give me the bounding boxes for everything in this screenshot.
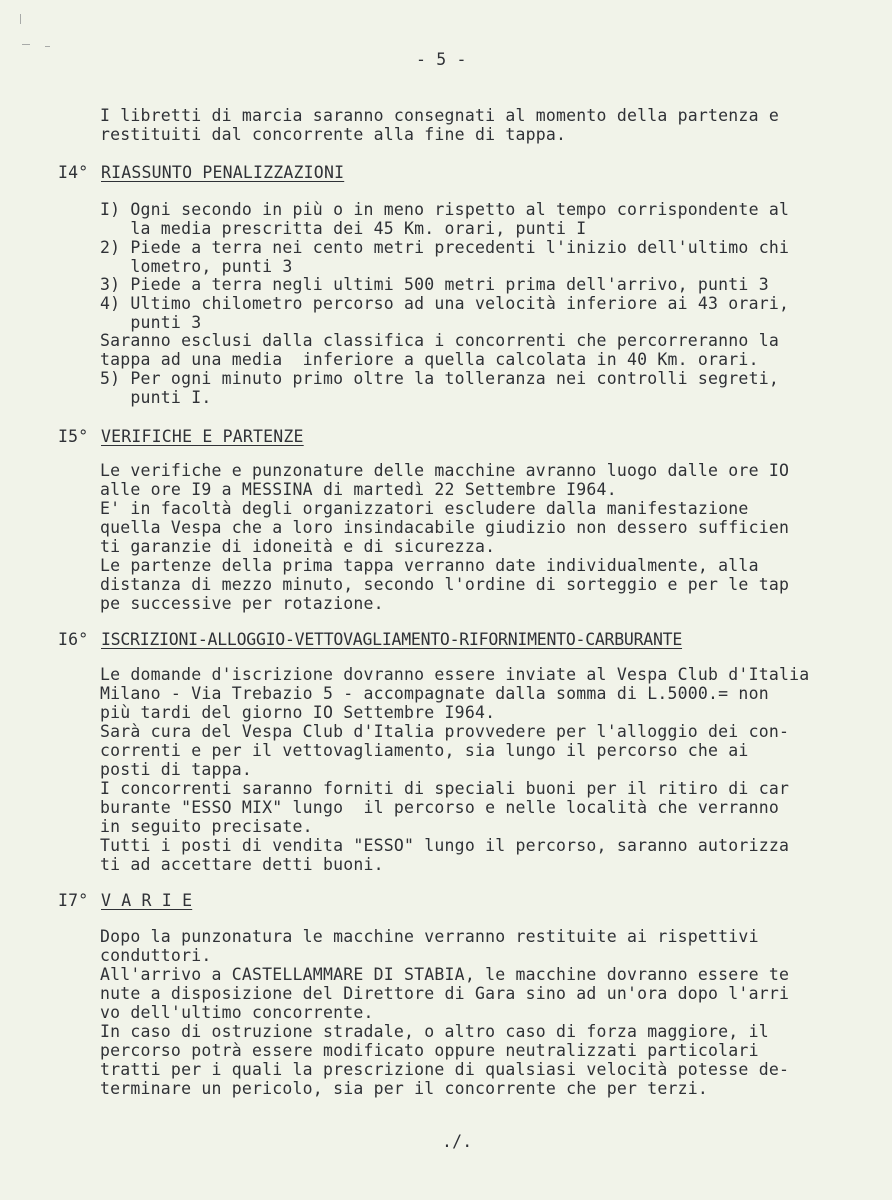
section-number: I5° bbox=[58, 427, 89, 446]
section-line: conduttori. bbox=[100, 946, 212, 965]
section-heading: V A R I E bbox=[101, 891, 193, 910]
section-line: E' in facoltà degli organizzatori escludere dalla manifestazione bbox=[100, 499, 749, 518]
section-heading: VERIFICHE E PARTENZE bbox=[101, 427, 304, 446]
section-line: distanza di mezzo minuto, secondo l'ordine di sorteggio e per le tap bbox=[100, 575, 790, 594]
section-line: Sarà cura del Vespa Club d'Italia provvedere per l'alloggio dei con- bbox=[100, 722, 790, 741]
section-line: percorso potrà essere modificato oppure neutralizzati particolari bbox=[100, 1041, 759, 1060]
section-line: 3) Piede a terra negli ultimi 500 metri prima dell'arrivo, punti 3 bbox=[100, 275, 769, 294]
section-line: Le domande d'iscrizione dovranno essere inviate al Vespa Club d'Italia bbox=[100, 665, 810, 684]
section-line: più tardi del giorno IO Settembre I964. bbox=[100, 703, 496, 722]
section-line: punti I. bbox=[100, 388, 212, 407]
scan-mark bbox=[20, 14, 21, 24]
section-heading: ISCRIZIONI-ALLOGGIO-VETTOVAGLIAMENTO-RIFORNIMENTO-CARBURANTE bbox=[101, 630, 683, 649]
section-line: tratti per i quali la prescrizione di qualsiasi velocità potesse de- bbox=[100, 1060, 790, 1079]
section-line: ti garanzie di idoneità e di sicurezza. bbox=[100, 537, 496, 556]
continuation-mark: ./. bbox=[442, 1132, 473, 1151]
section-line: pe successive per rotazione. bbox=[100, 594, 384, 613]
section-number: I6° bbox=[58, 630, 89, 649]
section-line: ti ad accettare detti buoni. bbox=[100, 855, 384, 874]
intro-line: I libretti di marcia saranno consegnati al momento della partenza e bbox=[100, 106, 779, 125]
section-line: In caso di ostruzione stradale, o altro caso di forza maggiore, il bbox=[100, 1022, 769, 1041]
section-line: terminare un pericolo, sia per il concorrente che per terzi. bbox=[100, 1079, 709, 1098]
section-line: tappa ad una media inferiore a quella calcolata in 40 Km. orari. bbox=[100, 350, 759, 369]
section-line: Le verifiche e punzonature delle macchine avranno luogo dalle ore IO bbox=[100, 461, 790, 480]
section-line: punti 3 bbox=[100, 313, 202, 332]
section-line: 2) Piede a terra nei cento metri precedenti l'inizio dell'ultimo chi bbox=[100, 238, 790, 257]
section-line: alle ore I9 a MESSINA di martedì 22 Settembre I964. bbox=[100, 480, 617, 499]
section-line: Saranno esclusi dalla classifica i concorrenti che percorreranno la bbox=[100, 331, 779, 350]
section-line: vo dell'ultimo concorrente. bbox=[100, 1003, 374, 1022]
section-line: I) Ogni secondo in più o in meno rispetto al tempo corrispondente al bbox=[100, 200, 790, 219]
section-line: Dopo la punzonatura le macchine verranno restituite ai rispettivi bbox=[100, 927, 759, 946]
intro-line: restituiti dal concorrente alla fine di tappa. bbox=[100, 125, 567, 144]
section-line: correnti e per il vettovagliamento, sia lungo il percorso che ai bbox=[100, 741, 749, 760]
section-number: I7° bbox=[58, 891, 89, 910]
section-line: posti di tappa. bbox=[100, 760, 253, 779]
section-line: lometro, punti 3 bbox=[100, 257, 293, 276]
page-number: - 5 - bbox=[416, 50, 467, 69]
scan-mark bbox=[22, 44, 30, 45]
section-line: quella Vespa che a loro insindacabile giudizio non dessero sufficien bbox=[100, 518, 790, 537]
section-line: in seguito precisate. bbox=[100, 817, 313, 836]
section-line: 4) Ultimo chilometro percorso ad una velocità inferiore ai 43 orari, bbox=[100, 294, 790, 313]
section-line: burante "ESSO MIX" lungo il percorso e nelle località che verranno bbox=[100, 798, 779, 817]
section-line: All'arrivo a CASTELLAMMARE DI STABIA, le macchine dovranno essere te bbox=[100, 965, 790, 984]
section-line: 5) Per ogni minuto primo oltre la tolleranza nei controlli segreti, bbox=[100, 369, 779, 388]
section-heading: RIASSUNTO PENALIZZAZIONI bbox=[101, 163, 345, 182]
scan-mark bbox=[45, 46, 50, 47]
section-line: nute a disposizione del Direttore di Gara sino ad un'ora dopo l'arri bbox=[100, 984, 790, 1003]
section-line: Milano - Via Trebazio 5 - accompagnate dalla somma di L.5000.= non bbox=[100, 684, 769, 703]
section-number: I4° bbox=[58, 163, 89, 182]
section-line: Le partenze della prima tappa verranno date individualmente, alla bbox=[100, 556, 759, 575]
section-line: la media prescritta dei 45 Km. orari, punti I bbox=[100, 219, 587, 238]
section-line: Tutti i posti di vendita "ESSO" lungo il percorso, saranno autorizza bbox=[100, 836, 790, 855]
section-line: I concorrenti saranno forniti di speciali buoni per il ritiro di car bbox=[100, 779, 790, 798]
